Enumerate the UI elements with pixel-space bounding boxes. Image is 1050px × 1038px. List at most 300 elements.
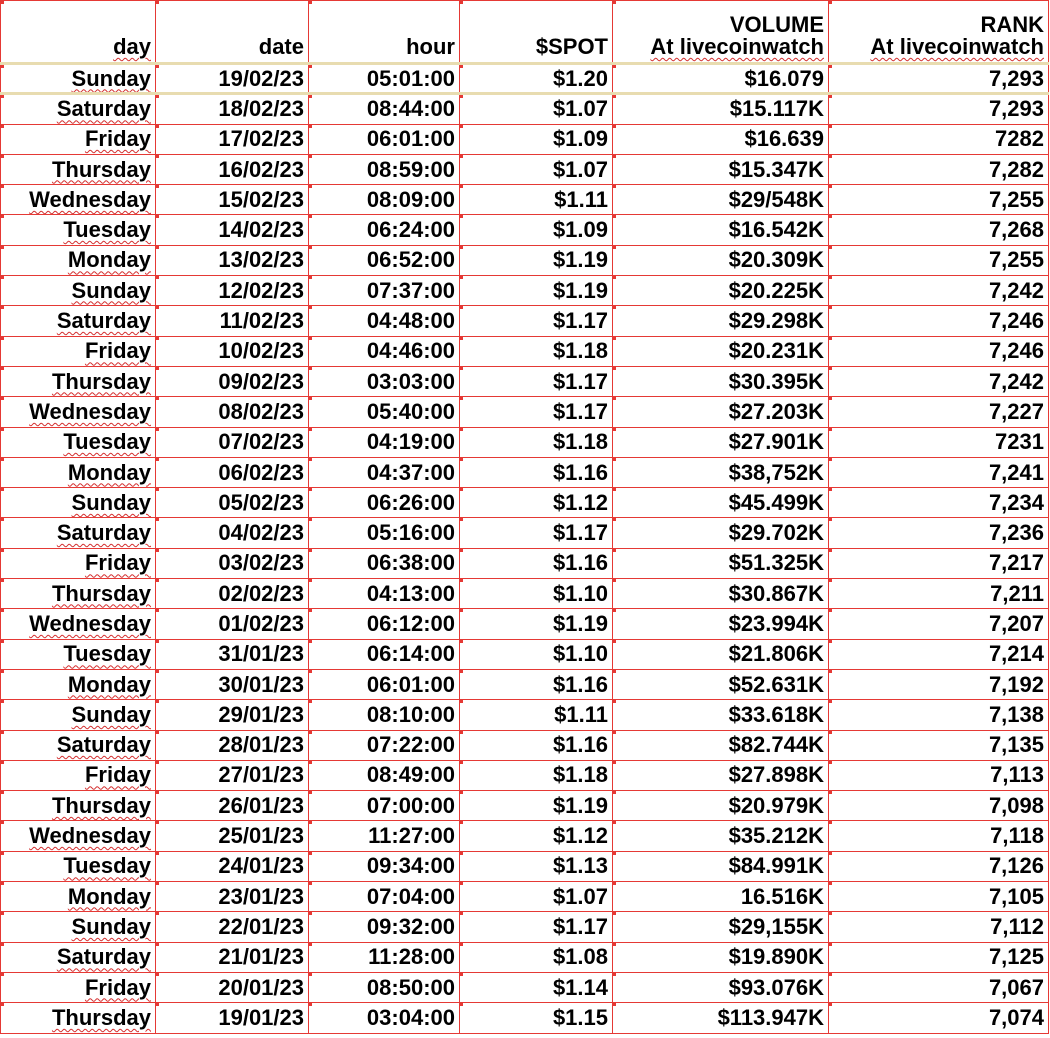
cell-hour-value: 03:03:00 <box>366 368 455 394</box>
cell-rank[interactable] <box>829 730 1049 760</box>
table-row <box>1 760 1049 790</box>
cell-rank[interactable] <box>829 548 1049 578</box>
cell-volume-value: $113.947K <box>717 1004 824 1030</box>
cell-day-value: Sunday <box>71 913 151 939</box>
cell-day-value: Tuesday <box>63 853 151 879</box>
cell-hour[interactable] <box>309 154 460 184</box>
cell-spot[interactable] <box>460 851 613 881</box>
cell-day[interactable] <box>1 397 156 427</box>
cell-hour-value: 11:27:00 <box>368 823 455 849</box>
table-row <box>1 185 1049 215</box>
cell-volume[interactable] <box>613 942 829 972</box>
cell-rank-value: 7,234 <box>988 489 1044 515</box>
cell-hour[interactable] <box>309 700 460 730</box>
cell-spot-value: $1.19 <box>552 277 608 303</box>
cell-volume[interactable] <box>613 912 829 942</box>
cell-volume-value: $23.994K <box>728 610 824 636</box>
table-row <box>1 579 1049 609</box>
cell-hour[interactable] <box>309 730 460 760</box>
cell-day[interactable] <box>1 185 156 215</box>
cell-day[interactable] <box>1 821 156 851</box>
cell-volume-value: $27.203K <box>728 398 824 424</box>
cell-date-value: 30/01/23 <box>218 671 304 697</box>
cell-spot[interactable] <box>460 397 613 427</box>
cell-hour[interactable] <box>309 639 460 669</box>
cell-volume-value: $15.347K <box>728 156 824 182</box>
cell-volume[interactable] <box>613 154 829 184</box>
cell-spot-value: $1.07 <box>552 156 608 182</box>
cell-date[interactable] <box>156 791 309 821</box>
cell-rank[interactable] <box>829 245 1049 275</box>
cell-hour-value: 05:01:00 <box>366 65 455 91</box>
cell-spot[interactable] <box>460 306 613 336</box>
cell-volume[interactable] <box>613 730 829 760</box>
cell-rank[interactable] <box>829 336 1049 366</box>
cell-day-value: Monday <box>67 671 151 697</box>
cell-hour-value: 06:24:00 <box>366 217 455 243</box>
cell-day[interactable] <box>1 882 156 912</box>
cell-rank-value: 7231 <box>995 429 1044 455</box>
cell-rank-value: 7,126 <box>988 853 1044 879</box>
cell-hour[interactable] <box>309 791 460 821</box>
cell-spot-value: $1.17 <box>552 368 608 394</box>
cell-rank[interactable] <box>829 821 1049 851</box>
cell-date[interactable] <box>156 457 309 487</box>
cell-date[interactable] <box>156 154 309 184</box>
cell-spot-value: $1.18 <box>552 762 608 788</box>
cell-volume-value: $38,752K <box>728 459 824 485</box>
header-spot-label: $SPOT <box>535 34 608 59</box>
cell-rank[interactable] <box>829 94 1049 124</box>
cell-date[interactable] <box>156 215 309 245</box>
cell-rank[interactable] <box>829 276 1049 306</box>
cell-rank-value: 7,112 <box>990 913 1044 939</box>
cell-volume[interactable] <box>613 700 829 730</box>
cell-date[interactable] <box>156 821 309 851</box>
cell-rank-value: 7,211 <box>990 580 1044 606</box>
cell-rank-value: 7282 <box>995 126 1044 152</box>
cell-volume-value: $82.744K <box>728 732 824 758</box>
cell-hour-value: 06:14:00 <box>366 641 455 667</box>
cell-volume[interactable] <box>613 851 829 881</box>
cell-volume-value: $52.631K <box>728 671 824 697</box>
cell-rank-value: 7,135 <box>988 732 1044 758</box>
cell-hour[interactable] <box>309 336 460 366</box>
cell-day[interactable] <box>1 336 156 366</box>
cell-hour-value: 08:09:00 <box>366 186 455 212</box>
cell-date[interactable] <box>156 64 309 94</box>
cell-day[interactable] <box>1 427 156 457</box>
cell-volume-value: $20.309K <box>728 247 824 273</box>
table-row <box>1 669 1049 699</box>
cell-volume[interactable] <box>613 972 829 1002</box>
cell-day[interactable] <box>1 306 156 336</box>
cell-date-value: 31/01/23 <box>218 641 304 667</box>
cell-hour[interactable] <box>309 518 460 548</box>
cell-rank[interactable] <box>829 579 1049 609</box>
cell-spot[interactable] <box>460 579 613 609</box>
cell-rank-value: 7,242 <box>988 277 1044 303</box>
cell-rank[interactable] <box>829 457 1049 487</box>
cell-rank[interactable] <box>829 669 1049 699</box>
cell-volume-value: $27.898K <box>728 762 824 788</box>
table-body <box>1 64 1049 1034</box>
cell-volume[interactable] <box>613 245 829 275</box>
cell-spot[interactable] <box>460 760 613 790</box>
table-row <box>1 245 1049 275</box>
cell-date-value: 05/02/23 <box>218 489 304 515</box>
cell-hour[interactable] <box>309 851 460 881</box>
cell-hour[interactable] <box>309 760 460 790</box>
cell-date-value: 18/02/23 <box>218 96 304 122</box>
cell-hour[interactable] <box>309 427 460 457</box>
cell-volume[interactable] <box>613 669 829 699</box>
cell-volume[interactable] <box>613 336 829 366</box>
cell-spot[interactable] <box>460 882 613 912</box>
cell-volume[interactable] <box>613 306 829 336</box>
cell-day[interactable] <box>1 760 156 790</box>
cell-rank[interactable] <box>829 791 1049 821</box>
cell-hour[interactable] <box>309 882 460 912</box>
table-row <box>1 457 1049 487</box>
cell-day[interactable] <box>1 972 156 1002</box>
cell-date[interactable] <box>156 336 309 366</box>
cell-volume[interactable] <box>613 609 829 639</box>
table-row <box>1 64 1049 94</box>
cell-rank-value: 7,246 <box>988 308 1044 334</box>
cell-hour[interactable] <box>309 185 460 215</box>
cell-hour[interactable] <box>309 942 460 972</box>
cell-date-value: 19/02/23 <box>218 65 304 91</box>
cell-date[interactable] <box>156 882 309 912</box>
cell-day-value: Friday <box>84 762 151 788</box>
cell-day[interactable] <box>1 579 156 609</box>
header-volume-line2: At livecoinwatch <box>650 34 824 59</box>
cell-date-value: 29/01/23 <box>218 701 304 727</box>
cell-date[interactable] <box>156 548 309 578</box>
table-row <box>1 488 1049 518</box>
cell-volume[interactable] <box>613 64 829 94</box>
cell-volume[interactable] <box>613 639 829 669</box>
cell-spot[interactable] <box>460 154 613 184</box>
cell-volume[interactable] <box>613 276 829 306</box>
table-row <box>1 972 1049 1002</box>
cell-spot[interactable] <box>460 124 613 154</box>
table-row <box>1 639 1049 669</box>
cell-rank[interactable] <box>829 397 1049 427</box>
cell-rank[interactable] <box>829 124 1049 154</box>
cell-hour-value: 07:00:00 <box>366 792 455 818</box>
cell-day[interactable] <box>1 366 156 396</box>
cell-day-value: Tuesday <box>63 429 151 455</box>
cell-spot[interactable] <box>460 457 613 487</box>
cell-day[interactable] <box>1 912 156 942</box>
cell-date[interactable] <box>156 427 309 457</box>
cell-rank[interactable] <box>829 185 1049 215</box>
cell-day-value: Monday <box>67 883 151 909</box>
cell-hour[interactable] <box>309 457 460 487</box>
cell-day[interactable] <box>1 851 156 881</box>
cell-date[interactable] <box>156 397 309 427</box>
cell-hour[interactable] <box>309 912 460 942</box>
cell-date[interactable] <box>156 579 309 609</box>
cell-rank[interactable] <box>829 700 1049 730</box>
cell-hour[interactable] <box>309 306 460 336</box>
cell-day-value: Sunday <box>71 277 151 303</box>
cell-date-value: 06/02/23 <box>218 459 304 485</box>
cell-spot-value: $1.17 <box>552 308 608 334</box>
cell-hour[interactable] <box>309 94 460 124</box>
cell-hour-value: 06:26:00 <box>366 489 455 515</box>
cell-volume[interactable] <box>613 882 829 912</box>
cell-date[interactable] <box>156 760 309 790</box>
cell-rank[interactable] <box>829 912 1049 942</box>
cell-date[interactable] <box>156 912 309 942</box>
cell-hour-value: 09:34:00 <box>366 853 455 879</box>
cell-spot[interactable] <box>460 518 613 548</box>
cell-day[interactable] <box>1 64 156 94</box>
cell-hour[interactable] <box>309 821 460 851</box>
cell-rank[interactable] <box>829 972 1049 1002</box>
cell-hour[interactable] <box>309 548 460 578</box>
cell-rank[interactable] <box>829 64 1049 94</box>
cell-volume[interactable] <box>613 760 829 790</box>
cell-day[interactable] <box>1 942 156 972</box>
cell-date-value: 11/02/23 <box>219 308 304 334</box>
cell-rank-value: 7,098 <box>988 792 1044 818</box>
cell-volume[interactable] <box>613 518 829 548</box>
cell-day[interactable] <box>1 700 156 730</box>
cell-spot[interactable] <box>460 336 613 366</box>
cell-hour-value: 04:13:00 <box>366 580 455 606</box>
cell-hour[interactable] <box>309 397 460 427</box>
cell-hour[interactable] <box>309 972 460 1002</box>
cell-date[interactable] <box>156 609 309 639</box>
cell-spot-value: $1.11 <box>554 701 608 727</box>
cell-spot[interactable] <box>460 700 613 730</box>
cell-date[interactable] <box>156 639 309 669</box>
cell-hour[interactable] <box>309 124 460 154</box>
cell-spot-value: $1.16 <box>552 732 608 758</box>
cell-day-value: Saturday <box>56 308 151 334</box>
cell-hour-value: 07:22:00 <box>366 732 455 758</box>
cell-spot[interactable] <box>460 185 613 215</box>
cell-volume[interactable] <box>613 397 829 427</box>
cell-spot[interactable] <box>460 64 613 94</box>
cell-spot[interactable] <box>460 488 613 518</box>
cell-hour[interactable] <box>309 366 460 396</box>
cell-hour-value: 03:04:00 <box>366 1004 455 1030</box>
cell-volume[interactable] <box>613 488 829 518</box>
cell-date[interactable] <box>156 306 309 336</box>
cell-volume[interactable] <box>613 548 829 578</box>
cell-spot[interactable] <box>460 639 613 669</box>
cell-day[interactable] <box>1 639 156 669</box>
header-rank[interactable] <box>829 1 1049 64</box>
cell-spot[interactable] <box>460 366 613 396</box>
cell-hour[interactable] <box>309 609 460 639</box>
cell-hour[interactable] <box>309 488 460 518</box>
cell-spot[interactable] <box>460 942 613 972</box>
cell-volume[interactable] <box>613 185 829 215</box>
cell-volume-value: $30.867K <box>728 580 824 606</box>
cell-volume[interactable] <box>613 94 829 124</box>
cell-day[interactable] <box>1 245 156 275</box>
cell-rank[interactable] <box>829 215 1049 245</box>
cell-volume[interactable] <box>613 1003 829 1033</box>
cell-date[interactable] <box>156 366 309 396</box>
cell-rank[interactable] <box>829 366 1049 396</box>
table-row <box>1 548 1049 578</box>
header-hour-label: hour <box>406 34 455 59</box>
cell-hour[interactable] <box>309 579 460 609</box>
cell-spot[interactable] <box>460 548 613 578</box>
cell-date[interactable] <box>156 942 309 972</box>
cell-rank[interactable] <box>829 518 1049 548</box>
cell-rank[interactable] <box>829 306 1049 336</box>
cell-day-value: Wednesday <box>29 823 151 849</box>
cell-volume[interactable] <box>613 427 829 457</box>
table-row <box>1 1003 1049 1033</box>
cell-day[interactable] <box>1 488 156 518</box>
header-date-label: date <box>258 34 304 59</box>
cell-spot[interactable] <box>460 245 613 275</box>
cell-date-value: 22/01/23 <box>218 913 304 939</box>
cell-hour-value: 08:50:00 <box>366 974 455 1000</box>
table-row <box>1 427 1049 457</box>
header-volume[interactable] <box>613 1 829 64</box>
cell-day[interactable] <box>1 276 156 306</box>
cell-date[interactable] <box>156 245 309 275</box>
cell-spot[interactable] <box>460 669 613 699</box>
cell-day[interactable] <box>1 1003 156 1033</box>
cell-spot[interactable] <box>460 609 613 639</box>
cell-date[interactable] <box>156 700 309 730</box>
cell-date-value: 10/02/23 <box>218 338 304 364</box>
cell-spot[interactable] <box>460 427 613 457</box>
cell-spot[interactable] <box>460 791 613 821</box>
cell-day[interactable] <box>1 548 156 578</box>
cell-date[interactable] <box>156 1003 309 1033</box>
cell-date[interactable] <box>156 488 309 518</box>
cell-day-value: Wednesday <box>29 610 151 636</box>
cell-hour-value: 07:37:00 <box>366 277 455 303</box>
cell-day[interactable] <box>1 154 156 184</box>
cell-volume[interactable] <box>613 791 829 821</box>
header-volume-line1: VOLUME <box>729 12 824 37</box>
cell-volume[interactable] <box>613 821 829 851</box>
cell-hour[interactable] <box>309 215 460 245</box>
header-hour[interactable] <box>309 1 460 64</box>
cell-date[interactable] <box>156 124 309 154</box>
cell-date[interactable] <box>156 276 309 306</box>
cell-date-value: 13/02/23 <box>218 247 304 273</box>
cell-hour-value: 06:01:00 <box>366 671 455 697</box>
cell-volume[interactable] <box>613 579 829 609</box>
cell-hour[interactable] <box>309 276 460 306</box>
cell-date[interactable] <box>156 972 309 1002</box>
cell-day[interactable] <box>1 215 156 245</box>
cell-rank[interactable] <box>829 154 1049 184</box>
cell-rank-value: 7,255 <box>988 247 1044 273</box>
cell-spot[interactable] <box>460 94 613 124</box>
cell-date[interactable] <box>156 94 309 124</box>
cell-date-value: 07/02/23 <box>218 429 304 455</box>
table-row <box>1 730 1049 760</box>
cell-rank-value: 7,067 <box>988 974 1044 1000</box>
cell-date-value: 12/02/23 <box>218 277 304 303</box>
cell-spot-value: $1.09 <box>552 126 608 152</box>
cell-day-value: Thursday <box>51 156 151 182</box>
cell-day[interactable] <box>1 518 156 548</box>
cell-date[interactable] <box>156 185 309 215</box>
cell-day[interactable] <box>1 94 156 124</box>
cell-hour[interactable] <box>309 669 460 699</box>
cell-hour[interactable] <box>309 64 460 94</box>
cell-spot[interactable] <box>460 215 613 245</box>
table-row <box>1 336 1049 366</box>
cell-day[interactable] <box>1 669 156 699</box>
cell-spot[interactable] <box>460 821 613 851</box>
cell-rank[interactable] <box>829 488 1049 518</box>
cell-hour-value: 04:48:00 <box>366 308 455 334</box>
cell-spot[interactable] <box>460 912 613 942</box>
cell-date-value: 09/02/23 <box>218 368 304 394</box>
cell-day[interactable] <box>1 124 156 154</box>
header-date[interactable] <box>156 1 309 64</box>
cell-rank[interactable] <box>829 1003 1049 1033</box>
cell-rank-value: 7,217 <box>988 550 1044 576</box>
header-spot[interactable] <box>460 1 613 64</box>
cell-hour[interactable] <box>309 1003 460 1033</box>
cell-spot[interactable] <box>460 730 613 760</box>
cell-rank[interactable] <box>829 427 1049 457</box>
cell-rank[interactable] <box>829 639 1049 669</box>
header-day[interactable] <box>1 1 156 64</box>
cell-rank[interactable] <box>829 882 1049 912</box>
cell-spot[interactable] <box>460 1003 613 1033</box>
cell-volume[interactable] <box>613 366 829 396</box>
cell-hour-value: 08:10:00 <box>366 701 455 727</box>
cell-date[interactable] <box>156 669 309 699</box>
cell-volume-value: $93.076K <box>728 974 824 1000</box>
cell-spot-value: $1.13 <box>552 853 608 879</box>
table-row <box>1 851 1049 881</box>
cell-rank[interactable] <box>829 851 1049 881</box>
cell-rank[interactable] <box>829 942 1049 972</box>
cell-hour-value: 08:59:00 <box>366 156 455 182</box>
table-row <box>1 700 1049 730</box>
cell-hour[interactable] <box>309 245 460 275</box>
cell-spot[interactable] <box>460 276 613 306</box>
cell-date[interactable] <box>156 851 309 881</box>
cell-volume[interactable] <box>613 457 829 487</box>
cell-volume[interactable] <box>613 215 829 245</box>
cell-day-value: Monday <box>67 459 151 485</box>
cell-day[interactable] <box>1 730 156 760</box>
cell-spot[interactable] <box>460 972 613 1002</box>
cell-date[interactable] <box>156 730 309 760</box>
cell-day[interactable] <box>1 791 156 821</box>
cell-date[interactable] <box>156 518 309 548</box>
cell-day[interactable] <box>1 609 156 639</box>
cell-rank[interactable] <box>829 760 1049 790</box>
cell-day[interactable] <box>1 457 156 487</box>
cell-volume-value: $15.117K <box>729 96 824 122</box>
cell-rank[interactable] <box>829 609 1049 639</box>
cell-volume[interactable] <box>613 124 829 154</box>
cell-hour-value: 07:04:00 <box>366 883 455 909</box>
